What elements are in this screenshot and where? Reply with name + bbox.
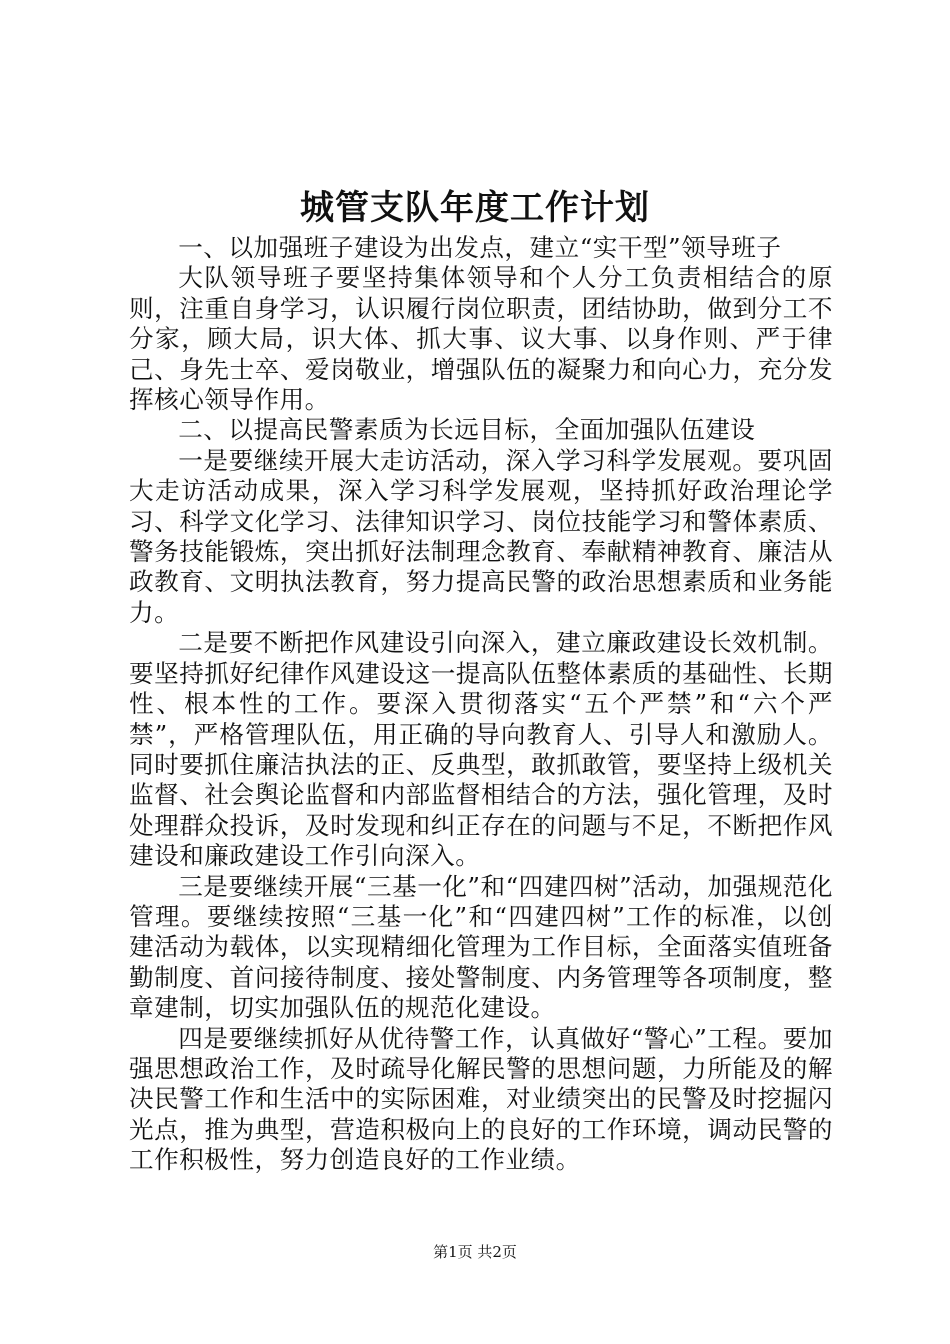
paragraph: 一是要继续开展大走访活动，深入学习科学发展观。要巩固大走访活动成果，深入学习科学发展观，坚持抓好政治理论学习、科学文化学习、法律知识学习、岗位技能学习和警体素质、警务技能锻炼，突出抓好法制理念教育、奉献精神教育、廉洁从政教育、文明执法教育，努力提高民警的政治思想素质和业务能力。 (129, 445, 833, 627)
paragraph: 四是要继续抓好从优待警工作，认真做好“警心”工程。要加强思想政治工作，及时疏导化解民警的思想问题，力所能及的解决民警工作和生活中的实际困难，对业绩突出的民警及时挖掘闪光点，推为典型，营造积极向上的良好的工作环境，调动民警的工作积极性，努力创造良好的工作业绩。 (129, 1023, 833, 1175)
paragraph: 大队领导班子要坚持集体领导和个人分工负责相结合的原则，注重自身学习，认识履行岗位职责，团结协助，做到分工不分家，顾大局，识大体、抓大事、议大事、以身作则、严于律己、身先士卒、爱岗敬业，增强队伍的凝聚力和向心力，充分发挥核心领导作用。 (129, 263, 833, 415)
page-footer (0, 1242, 950, 1262)
section-heading-2: 二、以提高民警素质为长远目标，全面加强队伍建设 (178, 415, 756, 445)
document-title: 城管支队年度工作计划 (300, 188, 650, 228)
page-indicator: 第1页 共2页 (433, 1243, 517, 1261)
paragraph: 三是要继续开展“三基一化”和“四建四树”活动，加强规范化管理。要继续按照“三基一化”和“四建四树”工作的标准，以创建活动为载体，以实现精细化管理为工作目标，全面落实值班备勤制度、首问接待制度、接处警制度、内务管理等各项制度，整章建制，切实加强队伍的规范化建设。 (129, 871, 833, 1023)
section-heading-1: 一、以加强班子建设为出发点，建立“实干型”领导班子 (178, 233, 782, 262)
paragraph: 二是要不断把作风建设引向深入，建立廉政建设长效机制。要坚持抓好纪律作风建设这一提高队伍整体素质的基础性、长期性、根本性的工作。要深入贯彻落实“五个严禁”和“六个严禁”，严格管理队伍，用正确的导向教育人、引导人和激励人。同时要抓住廉洁执法的正、反典型，敢抓敢管，要坚持上级机关监督、社会舆论监督和内部监督相结合的方法，强化管理，及时处理群众投诉，及时发现和纠正存在的问题与不足，不断把作风建设和廉政建设工作引向深入。 (129, 628, 833, 871)
document-body (129, 233, 833, 1176)
